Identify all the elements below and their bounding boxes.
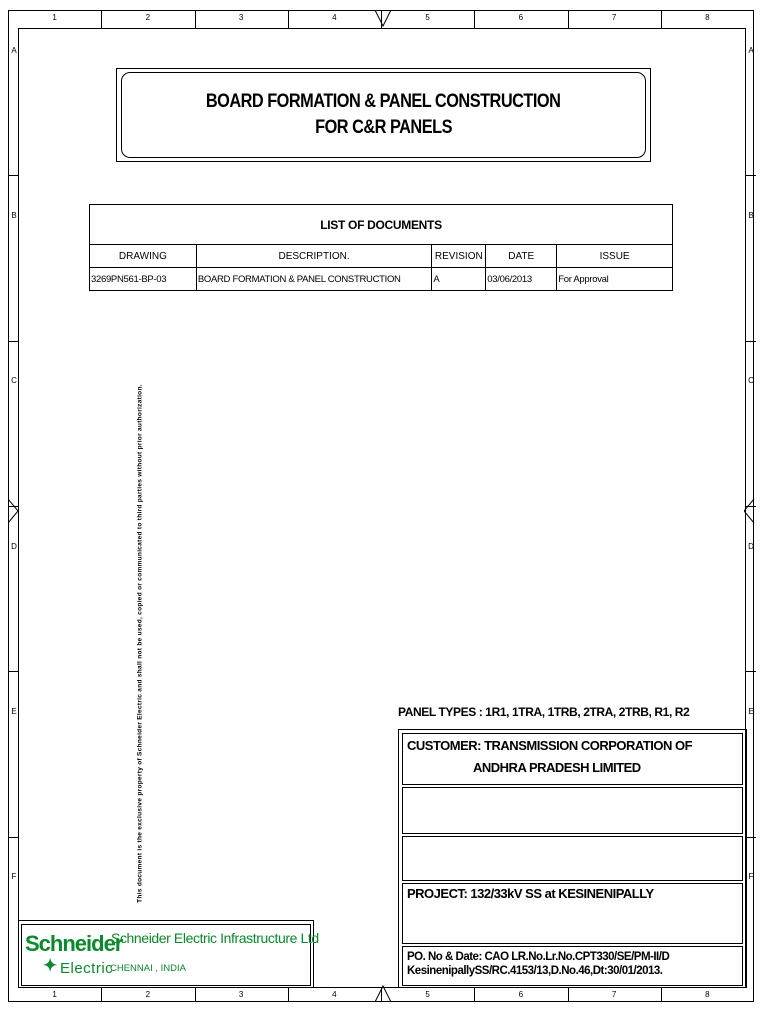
header-description: DESCRIPTION. [196,245,431,268]
po-line-1: PO. No & Date: CAO LR.No.Lr.No.CPT330/SE/PM-II/D [407,951,670,963]
logo-block [21,924,319,986]
column-marker: 6 [518,13,524,22]
row-marker: C [11,376,17,386]
column-marker: 4 [332,13,337,22]
column-marker: 7 [611,13,617,22]
row-marker: E [748,707,754,716]
project-cell [402,883,743,944]
cell-drawing: 3269PN561-BP-03 [90,268,197,291]
column-divider [288,10,289,28]
cell-description: BOARD FORMATION & PANEL CONSTRUCTION [196,268,431,291]
row-marker: C [748,376,754,386]
row-marker: B [11,211,17,220]
row-divider [8,341,18,342]
cell-date: 03/06/2013 [486,268,557,291]
row-marker: D [11,541,17,551]
blank-cell-1 [402,787,743,834]
column-marker: 5 [425,990,430,999]
po-cell [402,946,743,986]
column-marker: 4 [332,990,337,999]
column-divider [101,988,102,1002]
blank-cell-2 [402,836,743,881]
column-marker: 3 [238,990,244,999]
column-divider [568,10,569,28]
panel-types: PANEL TYPES : 1R1, 1TRA, 1TRB, 2TRA, 2TRB, R1, R2 [398,705,690,719]
row-divider [746,175,756,176]
row-divider [8,671,18,672]
confidentiality-note: This document is the exclusive property of Schneider Electric and shall not be used, copied or communicated to third parties without prior authorization. [136,384,144,903]
bottom-center-notch [373,984,393,1002]
column-divider [661,10,662,28]
column-marker: 1 [52,990,57,999]
customer-line-2: ANDHRA PRADESH LIMITED [473,760,641,775]
schneider-wordmark: Schneider [25,931,123,956]
column-marker: 1 [52,13,57,22]
cell-revision: A [432,268,486,291]
column-marker: 8 [705,990,710,999]
row-marker: A [748,45,754,55]
table-caption: LIST OF DOCUMENTS [90,205,673,245]
document-title [121,72,646,158]
row-marker: D [748,541,754,551]
header-date: DATE [486,245,557,268]
customer-line-1: CUSTOMER: TRANSMISSION CORPORATION OF [407,738,693,753]
row-divider [746,671,756,672]
row-divider [746,341,756,342]
row-marker: E [11,707,17,716]
table-row [90,268,673,291]
column-divider [474,10,475,28]
column-marker: 7 [611,990,617,999]
column-marker: 6 [518,990,524,999]
header-revision: REVISION [432,245,486,268]
column-marker: 8 [705,13,710,22]
row-marker: A [11,45,17,55]
column-divider [101,10,102,28]
left-center-notch [8,497,20,525]
column-divider [661,988,662,1002]
company-name: Schneider Electric Infrastructure Ltd [111,930,319,946]
column-divider [568,988,569,1002]
column-marker: 2 [145,13,151,22]
title-line-1: BOARD FORMATION & PANEL CONSTRUCTION [206,91,561,112]
cell-issue: For Approval [557,268,673,291]
column-divider [195,10,196,28]
project-text: PROJECT: 132/33kV SS at KESINENIPALLY [407,886,654,901]
column-marker: 2 [145,990,151,999]
po-line-2: KesinenipallySS/RC.4153/13,D.No.46,Dt:30/01/2013. [407,965,663,977]
header-issue: ISSUE [557,245,673,268]
column-divider [474,988,475,1002]
title-line-2: FOR C&R PANELS [315,117,452,138]
table-header-row [90,245,673,268]
top-center-notch [373,10,393,28]
row-marker: F [11,872,17,882]
logo-mark-icon: ✦ [43,956,58,975]
column-marker: 5 [425,13,430,22]
electric-wordmark: Electric [60,960,114,977]
column-divider [288,988,289,1002]
column-divider [195,988,196,1002]
row-marker: B [748,211,754,220]
right-center-notch [744,497,756,525]
row-divider [8,837,18,838]
row-divider [746,837,756,838]
company-location: CHENNAI , INDIA [110,963,187,974]
row-divider [8,175,18,176]
row-marker: F [748,872,754,882]
column-marker: 3 [238,13,244,22]
customer-cell [402,733,743,785]
documents-table [89,204,673,291]
header-drawing: DRAWING [90,245,197,268]
